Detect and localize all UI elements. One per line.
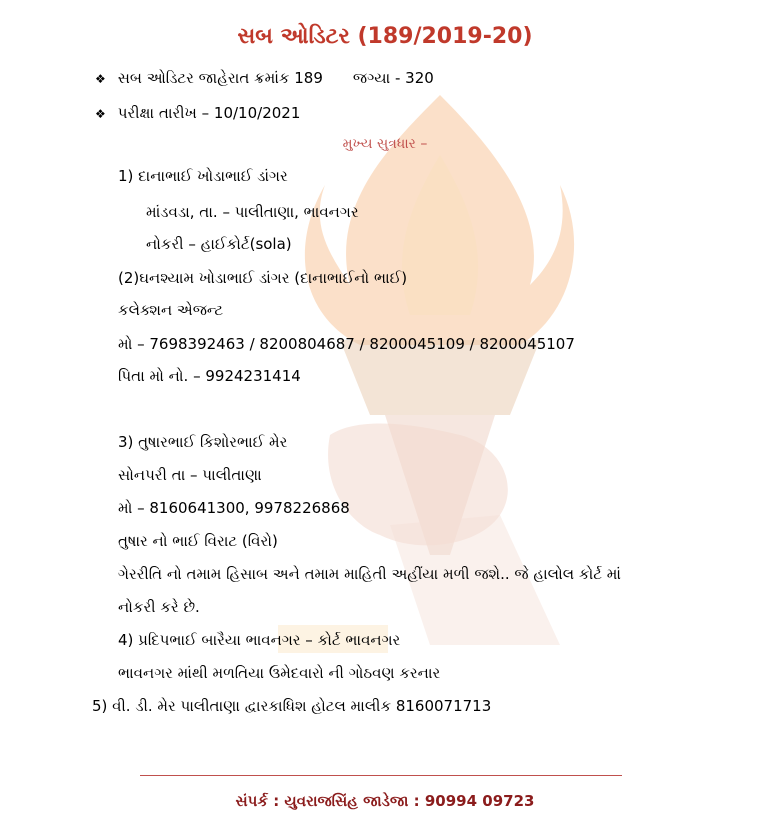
notice-posts: જગ્યા - 320 xyxy=(352,69,434,87)
text-line: કલેક્શન એજન્ટ xyxy=(118,301,224,319)
text-line: માંડવડા, તા. – પાલીતાણા, ભાવનગર xyxy=(146,203,359,221)
text-line: ભાવનગર માંથી મળતિયા ઉમેદવારો ની ગોઠવણ કરનાર xyxy=(118,664,441,682)
notice-line xyxy=(95,68,434,89)
subheading: મુખ્ય સુત્રધાર – xyxy=(342,136,428,152)
bullet-icon: ❖ xyxy=(95,107,106,121)
text-line: 4) પ્રદિપભાઈ બારૈયા ભાવનગર – કોર્ટ ભાવનગર xyxy=(118,631,401,649)
text-line: નોકરી કરે છે. xyxy=(118,598,200,616)
exam-date-line xyxy=(95,103,300,124)
bullet-icon: ❖ xyxy=(95,72,106,86)
text-line: 3) તુષારભાઈ કિશોરભાઈ મેર xyxy=(118,433,288,451)
exam-date: પરીક્ષા તારીખ – 10/10/2021 xyxy=(117,104,301,122)
text-line: 1) દાનાભાઈ ખોડાભાઈ ડાંગર xyxy=(118,167,288,185)
footer-divider xyxy=(140,775,622,776)
text-line: નોકરી – હાઈકોર્ટ(sola) xyxy=(146,235,292,253)
text-line: તુષાર નો ભાઈ વિરાટ (વિરો) xyxy=(118,532,278,550)
notice-label: સબ ઓડિટર જાહેરાત ક્રમાંક 189 xyxy=(117,69,323,87)
text-line: 5) વી. ડી. મેર પાલીતાણા દ્વારકાધિશ હોટલ માલીક 8160071713 xyxy=(92,697,492,715)
contact-footer: સંપર્ક : યુવરાજસિંહ જાડેજા : 90994 09723 xyxy=(235,792,535,810)
text-line: મો – 8160641300, 9978226868 xyxy=(118,499,350,517)
text-line: પિતા મો નો. – 9924231414 xyxy=(118,367,301,385)
text-line: (2)ઘનશ્યામ ખોડાભાઈ ડાંગર (દાનાભાઈનો ભાઈ) xyxy=(118,269,408,287)
text-line: મો – 7698392463 / 8200804687 / 8200045109 / 8200045107 xyxy=(118,335,575,353)
text-line: ગેરરીતિ નો તમામ હિસાબ અને તમામ માહિતી અહીંયા મળી જશે.. જે હાલોલ કોર્ટ માં xyxy=(118,565,621,583)
text-line: સોનપરી તા – પાલીતાણા xyxy=(118,466,262,484)
page-title: સબ ઓડિટર (189/2019-20) xyxy=(237,24,533,49)
